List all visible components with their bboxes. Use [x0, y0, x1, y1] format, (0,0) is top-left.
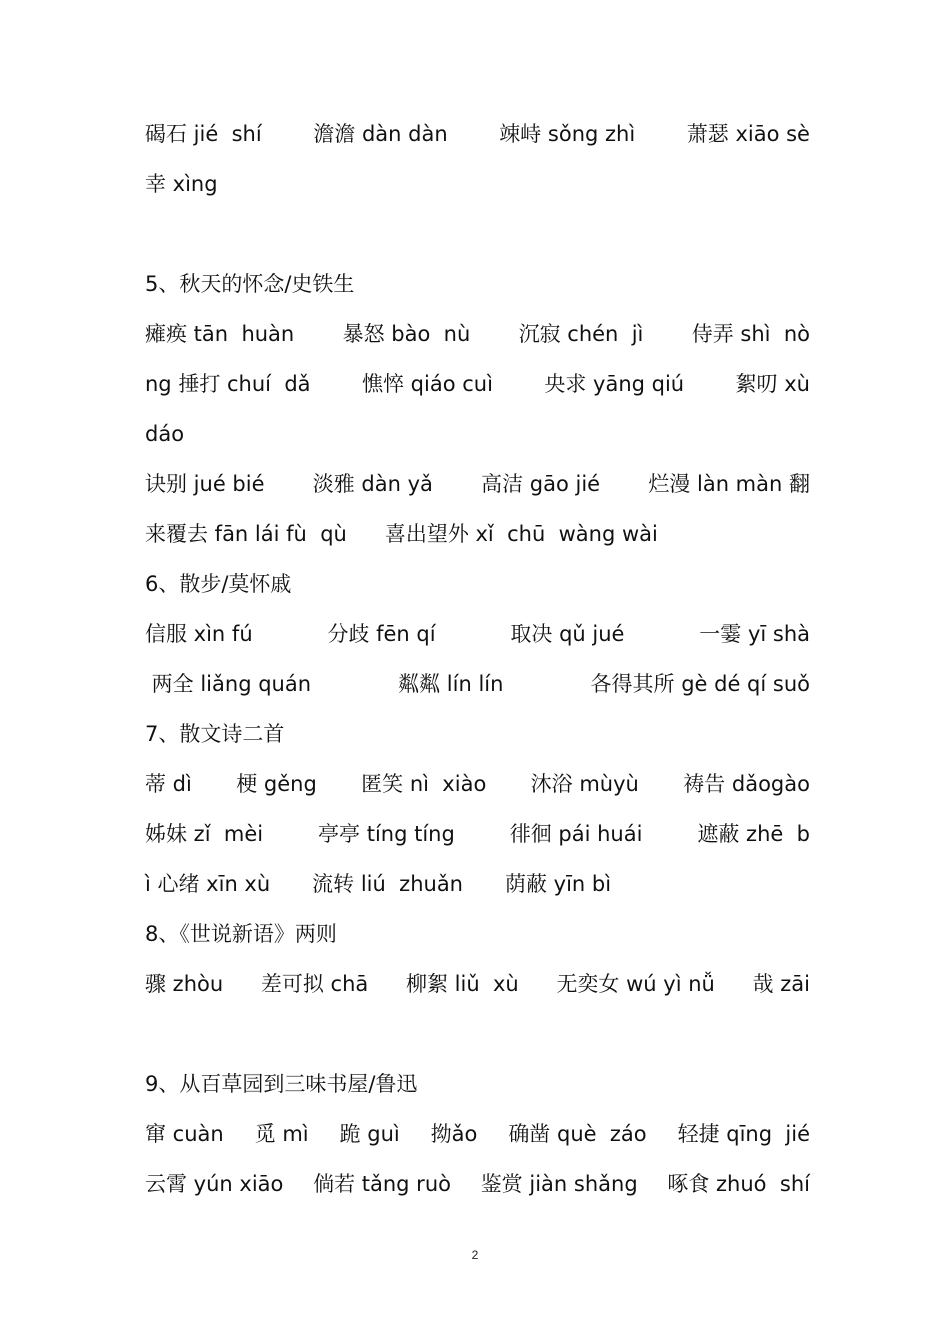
- text-line-4: [145, 316, 810, 352]
- vocab-entry: 澹澹 dàn dàn: [313, 122, 448, 146]
- vocab-entry: 差可拟 chā: [260, 972, 369, 996]
- text-line-14: [145, 816, 810, 852]
- vocab-entry: 姊妹 zǐ mèi: [145, 822, 264, 846]
- vocab-entry: 央求 yāng qiú: [544, 372, 685, 396]
- section-heading-5: [145, 266, 810, 302]
- vocab-entry: 云霄 yún xiāo: [145, 1172, 284, 1196]
- section-heading-7: [145, 716, 810, 752]
- vocab-entry: 徘徊 pái huái: [509, 822, 643, 846]
- section-title: 6、散步/莫怀戚: [145, 572, 292, 596]
- vocab-entry: 亭亭 tíng tíng: [318, 822, 455, 846]
- vocab-entry: 憔悴 qiáo cuì: [361, 372, 493, 396]
- vocab-entry: 倘若 tǎng ruò: [313, 1172, 451, 1196]
- vocab-entry: 柳絮 liǔ xù: [405, 972, 519, 996]
- vocab-entry: 絮叨 xù: [735, 372, 810, 396]
- vocab-entry: 骤 zhòu: [145, 972, 224, 996]
- vocab-entry: 萧瑟 xiāo sè: [686, 122, 810, 146]
- vocab-entry: 幸 xìng: [145, 172, 218, 196]
- vocab-entry: 淡雅 dàn yǎ: [312, 472, 433, 496]
- section-title: 7、散文诗二首: [145, 722, 285, 746]
- text-line-13: [145, 766, 810, 802]
- vocab-entry: 窜 cuàn: [145, 1122, 224, 1146]
- text-line-2: [145, 166, 810, 202]
- vocab-entry: 信服 xìn fú: [145, 622, 253, 646]
- vocab-entry: ì 心绪 xīn xù: [145, 872, 271, 896]
- vocab-entry: 哉 zāi: [752, 972, 810, 996]
- vocab-entry: dáo: [145, 422, 185, 446]
- vocab-entry: 来覆去 fān lái fù qù: [145, 522, 347, 546]
- vocab-entry: 拗ǎo: [430, 1122, 478, 1146]
- vocab-entry: 蒂 dì: [145, 772, 192, 796]
- vocab-entry: 遮蔽 zhē b: [697, 822, 810, 846]
- vocab-entry: 确凿 què záo: [508, 1122, 647, 1146]
- vocab-entry: 跪 guì: [339, 1122, 400, 1146]
- vocab-entry: 鉴赏 jiàn shǎng: [480, 1172, 638, 1196]
- page-number: 2: [471, 1248, 479, 1262]
- vocab-entry: 流转 liú zhuǎn: [312, 872, 463, 896]
- vocab-entry: 粼粼 lín lín: [398, 672, 504, 696]
- section-heading-6: [145, 566, 810, 602]
- vocab-entry: 竦峙 sǒng zhì: [499, 122, 636, 146]
- vocab-entry: 荫蔽 yīn bì: [505, 872, 612, 896]
- vocab-entry: 两全 liǎng quán: [145, 672, 312, 696]
- vocab-entry: 轻捷 qīng jié: [677, 1122, 810, 1146]
- text-line-15: [145, 866, 810, 902]
- text-line-20: [145, 1166, 810, 1202]
- vocab-entry: 喜出望外 xǐ chū wàng wài: [384, 522, 658, 546]
- text-line-11: [145, 666, 810, 702]
- vocab-entry: 祷告 dǎogào: [683, 772, 810, 796]
- text-line-5: [145, 366, 810, 402]
- section-title: 5、秋天的怀念/史铁生: [145, 272, 355, 296]
- vocab-entry: 诀别 jué bié: [145, 472, 265, 496]
- vocab-entry: 侍弄 shì nò: [691, 322, 810, 346]
- vocab-entry: 各得其所 gè dé qí suǒ: [590, 672, 810, 696]
- vocab-entry: 分歧 fēn qí: [327, 622, 436, 646]
- vocab-entry: 暴怒 bào nù: [342, 322, 471, 346]
- vocab-entry: 烂漫 làn màn 翻: [648, 472, 810, 496]
- vocab-entry: 瘫痪 tān huàn: [145, 322, 295, 346]
- text-line-17: [145, 966, 810, 1002]
- vocab-entry: 啄食 zhuó shí: [667, 1172, 810, 1196]
- vocab-entry: 匿笑 nì xiào: [361, 772, 487, 796]
- text-line-10: [145, 616, 810, 652]
- vocab-entry: 碣石 jié shí: [145, 122, 262, 146]
- vocab-entry: 取决 qǔ jué: [510, 622, 625, 646]
- text-line-19: [145, 1116, 810, 1152]
- vocab-entry: 无奕女 wú yì nǚ: [556, 972, 715, 996]
- text-line-6: [145, 416, 810, 452]
- text-line-1: [145, 116, 810, 152]
- section-heading-9: [145, 1066, 810, 1102]
- text-line-8: [145, 516, 810, 552]
- section-heading-8: [145, 916, 810, 952]
- vocab-entry: 梗 gěng: [236, 772, 317, 796]
- section-title: 8、《世说新语》两则: [145, 922, 337, 946]
- vocab-entry: 高洁 gāo jié: [481, 472, 601, 496]
- section-title: 9、从百草园到三味书屋/鲁迅: [145, 1072, 418, 1096]
- vocab-entry: ng 捶打 chuí dǎ: [145, 372, 311, 396]
- vocab-entry: 沐浴 mùyù: [530, 772, 639, 796]
- text-line-7: [145, 466, 810, 502]
- vocab-entry: 觅 mì: [254, 1122, 309, 1146]
- vocab-entry: 沉寂 chén jì: [518, 322, 644, 346]
- vocab-entry: 一霎 yī shà: [699, 622, 810, 646]
